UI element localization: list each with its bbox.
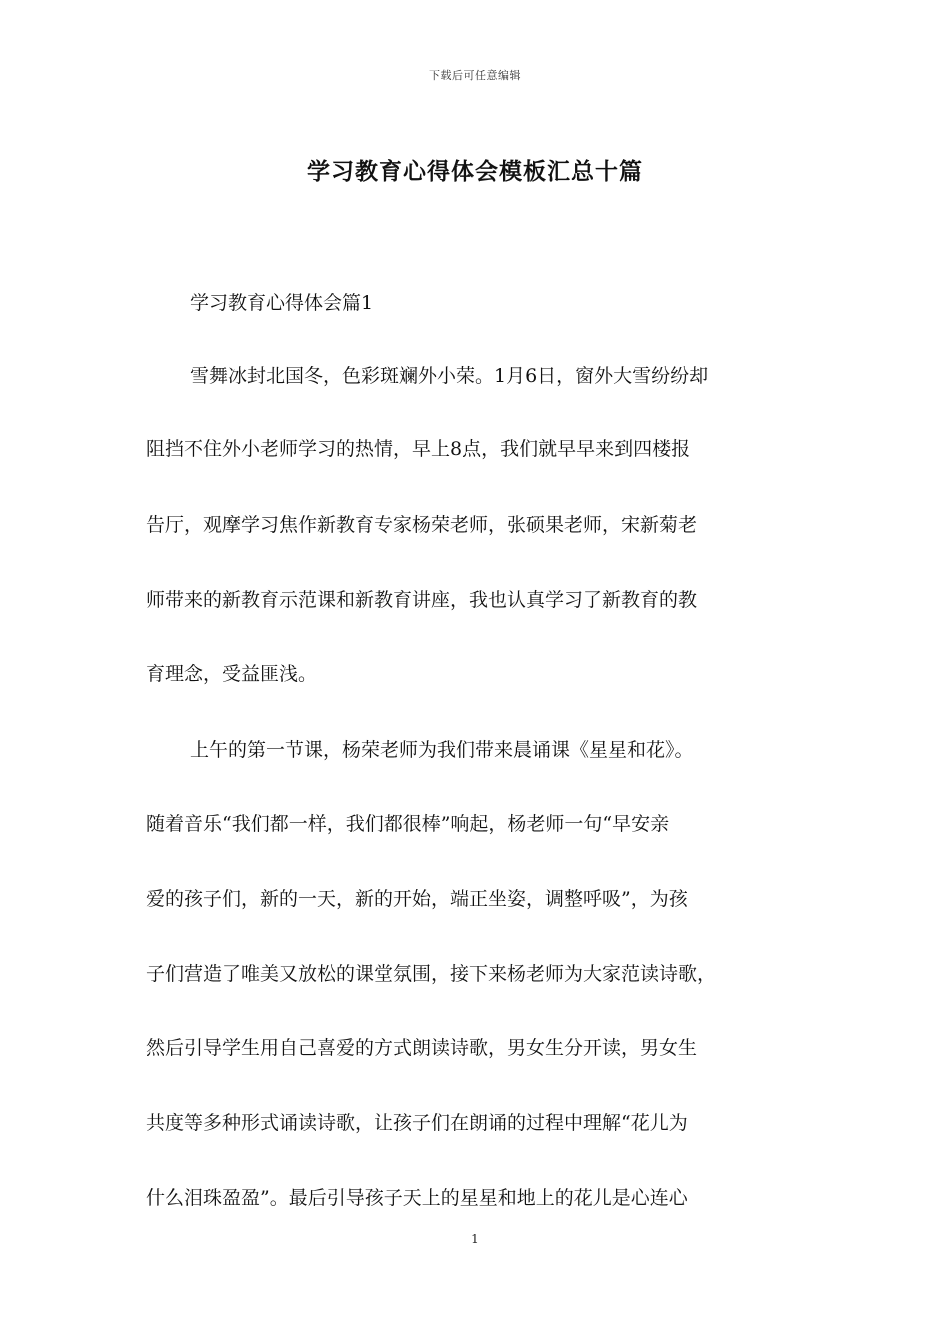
paragraph-line: 什么泪珠盈盈”。最后引导孩子天上的星星和地上的花儿是心连心 bbox=[146, 1187, 688, 1209]
paragraph-line: 共度等多种形式诵读诗歌，让孩子们在朗诵的过程中理解“花儿为 bbox=[146, 1112, 688, 1134]
document-title: 学习教育心得体会模板汇总十篇 bbox=[307, 158, 643, 185]
paragraph-line: 随着音乐“我们都一样，我们都很棒”响起，杨老师一句“早安亲 bbox=[146, 813, 670, 835]
paragraph-line: 告厅，观摩学习焦作新教育专家杨荣老师，张硕果老师，宋新菊老 bbox=[146, 514, 698, 536]
paragraph-line: 子们营造了唯美又放松的课堂氛围，接下来杨老师为大家范读诗歌， bbox=[146, 963, 717, 985]
paragraph-line: 然后引导学生用自己喜爱的方式朗读诗歌，男女生分开读，男女生 bbox=[146, 1037, 698, 1059]
section-heading: 学习教育心得体会篇1 bbox=[190, 292, 374, 314]
page-number: 1 bbox=[471, 1232, 479, 1246]
paragraph-line: 爱的孩子们，新的一天，新的开始，端正坐姿，调整呼吸”，为孩 bbox=[146, 888, 688, 910]
paragraph-line: 育理念，受益匪浅。 bbox=[146, 663, 318, 685]
paragraph-line: 阻挡不住外小老师学习的热情，早上8点，我们就早早来到四楼报 bbox=[146, 438, 691, 460]
header-note: 下载后可任意编辑 bbox=[429, 69, 521, 82]
paragraph-line: 雪舞冰封北国冬，色彩斑斓外小荣。1月6日，窗外大雪纷纷却 bbox=[190, 365, 709, 387]
paragraph-line: 师带来的新教育示范课和新教育讲座，我也认真学习了新教育的教 bbox=[146, 589, 698, 611]
paragraph-line: 上午的第一节课，杨荣老师为我们带来晨诵课《星星和花》。 bbox=[190, 739, 694, 761]
